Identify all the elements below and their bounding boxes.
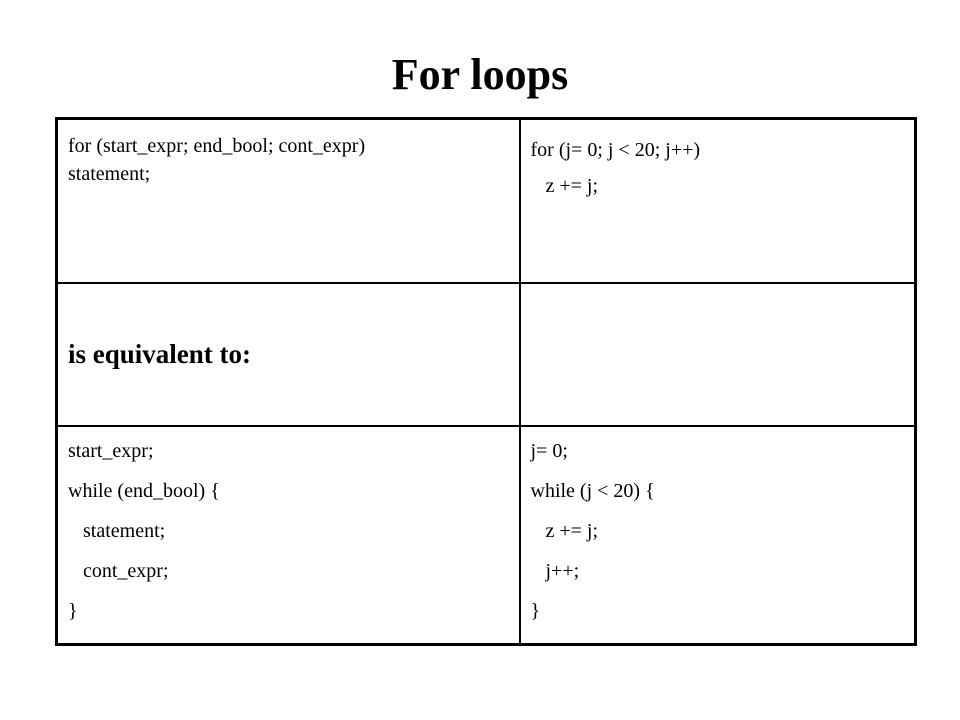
- table-row-for-syntax: [57, 119, 916, 283]
- while-example-line: z += j;: [530, 519, 599, 542]
- while-syntax-line: statement;: [68, 519, 166, 542]
- for-loop-equivalence-table: [55, 117, 917, 646]
- slide-title: For loops: [391, 50, 569, 99]
- while-syntax-line: start_expr;: [68, 439, 154, 462]
- while-syntax-line: while (end_bool) {: [68, 479, 220, 502]
- for-syntax-cell: [57, 119, 520, 283]
- while-example-line: j= 0;: [530, 439, 568, 462]
- equivalence-label: is equivalent to:: [68, 339, 252, 369]
- empty-cell: [520, 283, 916, 426]
- while-example-line: }: [530, 599, 541, 622]
- while-example-cell: [520, 426, 916, 645]
- for-syntax-line: statement;: [68, 163, 151, 185]
- while-syntax-line: }: [68, 599, 78, 622]
- table-row-equivalence: [57, 283, 916, 426]
- equivalence-cell: [57, 283, 520, 426]
- table-row-while: [57, 426, 916, 645]
- while-example-line: while (j < 20) {: [530, 479, 655, 502]
- for-example-line: for (j= 0; j < 20; j++): [530, 139, 701, 161]
- for-example-line: z += j;: [530, 175, 599, 197]
- for-syntax-line: for (start_expr; end_bool; cont_expr): [68, 135, 366, 157]
- while-example-line: j++;: [530, 559, 580, 582]
- while-syntax-cell: [57, 426, 520, 645]
- for-example-cell: [520, 119, 916, 283]
- while-syntax-line: cont_expr;: [68, 559, 169, 582]
